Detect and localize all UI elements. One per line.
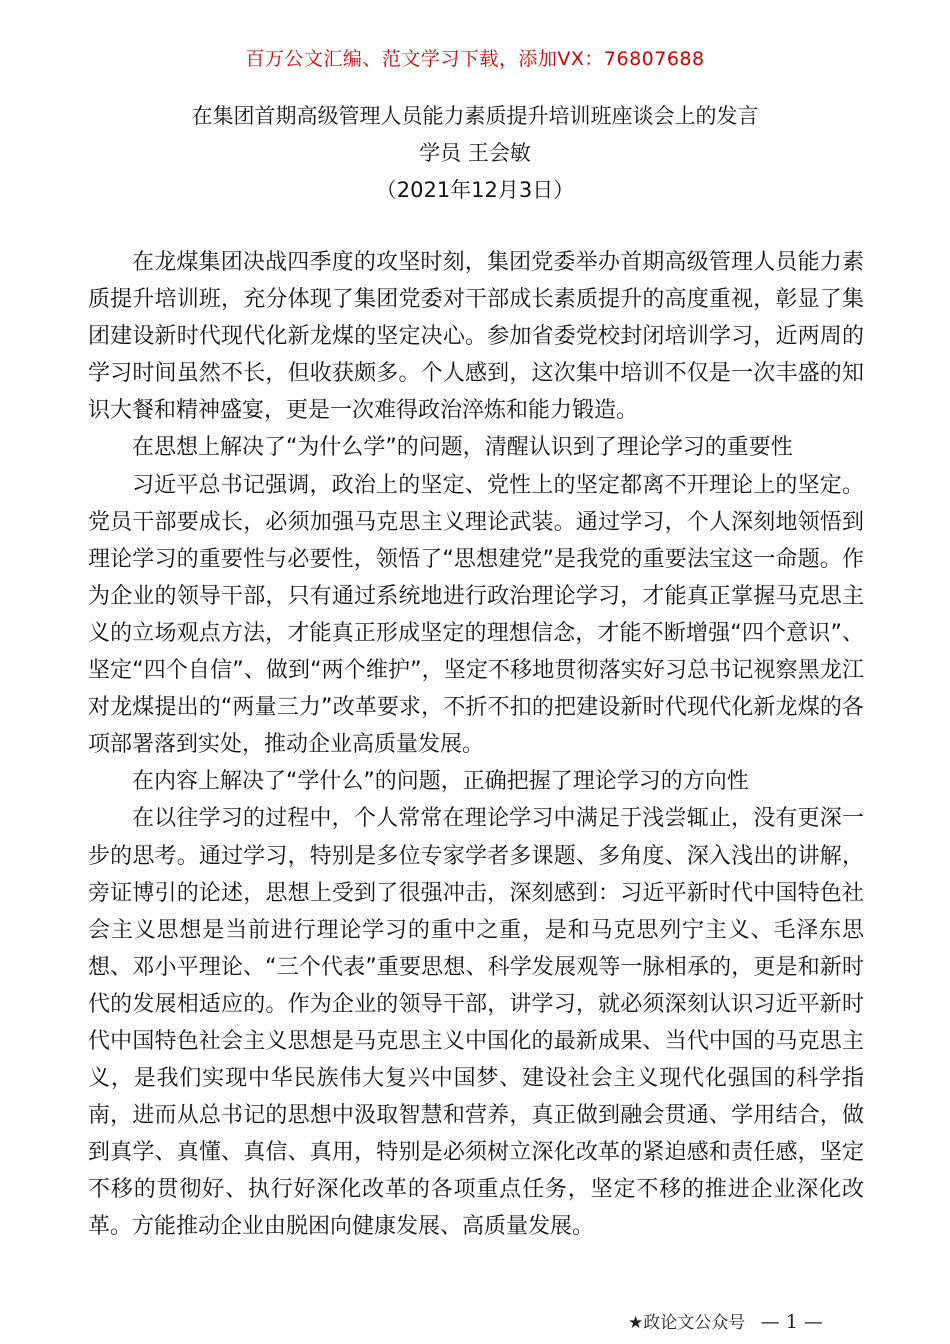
page-number: — 1 — xyxy=(760,1311,823,1333)
page-footer xyxy=(628,1308,823,1333)
section-heading-why-learn: 在思想上解决了“为什么学”的问题，清醒认识到了理论学习的重要性 xyxy=(132,435,793,461)
speech-title: 在集团首期高级管理人员能力素质提升培训班座谈会上的发言 xyxy=(191,104,759,128)
promo-banner: 百万公文汇编、范文学习下载，添加VX：76807688 xyxy=(245,48,705,70)
section-heading-what-learn: 在内容上解决了“学什么”的问题，正确把握了理论学习的方向性 xyxy=(132,769,749,795)
paragraph-what-learn: 在以往学习的过程中，个人常常在理论学习中满足于浅尝辄止，没有更深一步的思考。通过学习，特别是多位专家学者多课题、多角度、深入浅出的讲解，旁证博引的论述，思想上受到了很强冲击，深刻感到：习近平新时代中国特色社会主义思想是当前进行理论学习的重中之重，是和马克思列宁主义、毛泽东思想、邓小平理论、“三个代表”重要思想、科学发展观等一脉相承的，更是和新时代的发展相适应的。作为企业的领导干部，讲学习，就必须深刻认识习近平新时代中国特色社会主义思想是马克思主义中国化的最新成果、当代中国的马克思主义，是我们实现中华民族伟大复兴中国梦、建设社会主义现代化强国的科学指南，进而从总书记的思想中汲取智慧和营养，真正做到融会贯通、学用结合，做到真学、真懂、真信、真用，特别是必须树立深化改革的紧迫感和责任感，坚定不移的贯彻好、执行好深化改革的各项重点任务，坚定不移的推进企业深化改革。方能推动企业由脱困向健康发展、高质量发展。 xyxy=(88,806,864,1240)
paragraph-intro: 在龙煤集团决战四季度的攻坚时刻，集团党委举办首期高级管理人员能力素质提升培训班，充分体现了集团党委对干部成长素质提升的高度重视，彰显了集团建设新时代现代化新龙煤的坚定决心。参加省委党校封闭培训学习，近两周的学习时间虽然不长，但收获颇多。个人感到，这次集中培训不仅是一次丰盛的知识大餐和精神盛宴，更是一次难得政治淬炼和能力锻造。 xyxy=(88,250,864,424)
paragraph-why-learn: 习近平总书记强调，政治上的坚定、党性上的坚定都离不开理论上的坚定。党员干部要成长，必须加强马克思主义理论武装。通过学习，个人深刻地领悟到理论学习的重要性与必要性，领悟了“思想建党”是我党的重要法宝这一命题。作为企业的领导干部，只有通过系统地进行政治理论学习，才能真正掌握马克思主义的立场观点方法，才能真正形成坚定的理想信念，才能不断增强“四个意识”、坚定“四个自信”、做到“两个维护”，坚定不移地贯彻落实好习总书记视察黑龙江对龙煤提出的“两量三力”改革要求，不折不扣的把建设新时代现代化新龙煤的各项部署落到实处，推动企业高质量发展。 xyxy=(88,472,864,758)
source-label: ★政论文公众号 xyxy=(628,1313,746,1333)
speech-date: （2021年12月3日） xyxy=(375,178,575,202)
speaker-name: 学员 王会敏 xyxy=(419,141,531,165)
document-body xyxy=(88,244,864,1246)
